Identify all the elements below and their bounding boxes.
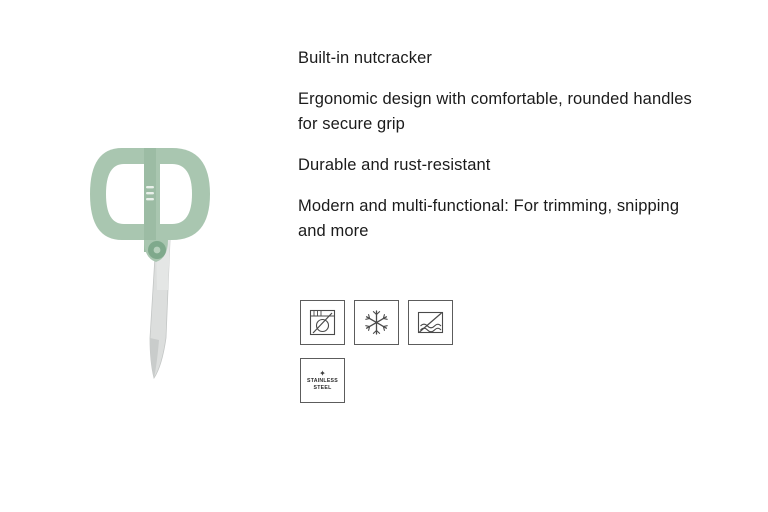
no-dishwasher-glyph — [415, 307, 446, 338]
no-machine-wash-icon — [300, 300, 345, 345]
nutcracker-notch — [146, 198, 154, 200]
feature-list — [298, 46, 698, 244]
nutcracker-notch — [146, 186, 154, 188]
handle-left-hole — [106, 164, 144, 224]
nutcracker-notch — [146, 192, 154, 194]
no-machine-wash-glyph — [307, 307, 338, 338]
pivot-screw-center — [154, 247, 161, 254]
material-icon-row — [300, 358, 345, 403]
handle-right-hole — [160, 164, 192, 224]
product-image — [60, 90, 260, 380]
steel-star-glyph: ✦ — [319, 368, 326, 378]
scissors-illustration — [60, 90, 260, 380]
steel-label-line2: STEEL — [313, 385, 332, 391]
snowflake-freezer-safe-icon — [354, 300, 399, 345]
stainless-steel-icon — [300, 358, 345, 403]
feature-item: Modern and multi-functional: For trimming, snipping and more — [298, 197, 680, 240]
dishwasher-cross-icon — [408, 300, 453, 345]
feature-item: Ergonomic design with comfortable, rounded handles for secure grip — [298, 90, 692, 133]
steel-label-line1: STAINLESS — [307, 377, 338, 384]
feature-item: Built-in nutcracker — [298, 49, 432, 67]
care-icon-row — [300, 300, 453, 345]
feature-item: Durable and rust-resistant — [298, 156, 491, 174]
snowflake-glyph — [361, 307, 392, 338]
